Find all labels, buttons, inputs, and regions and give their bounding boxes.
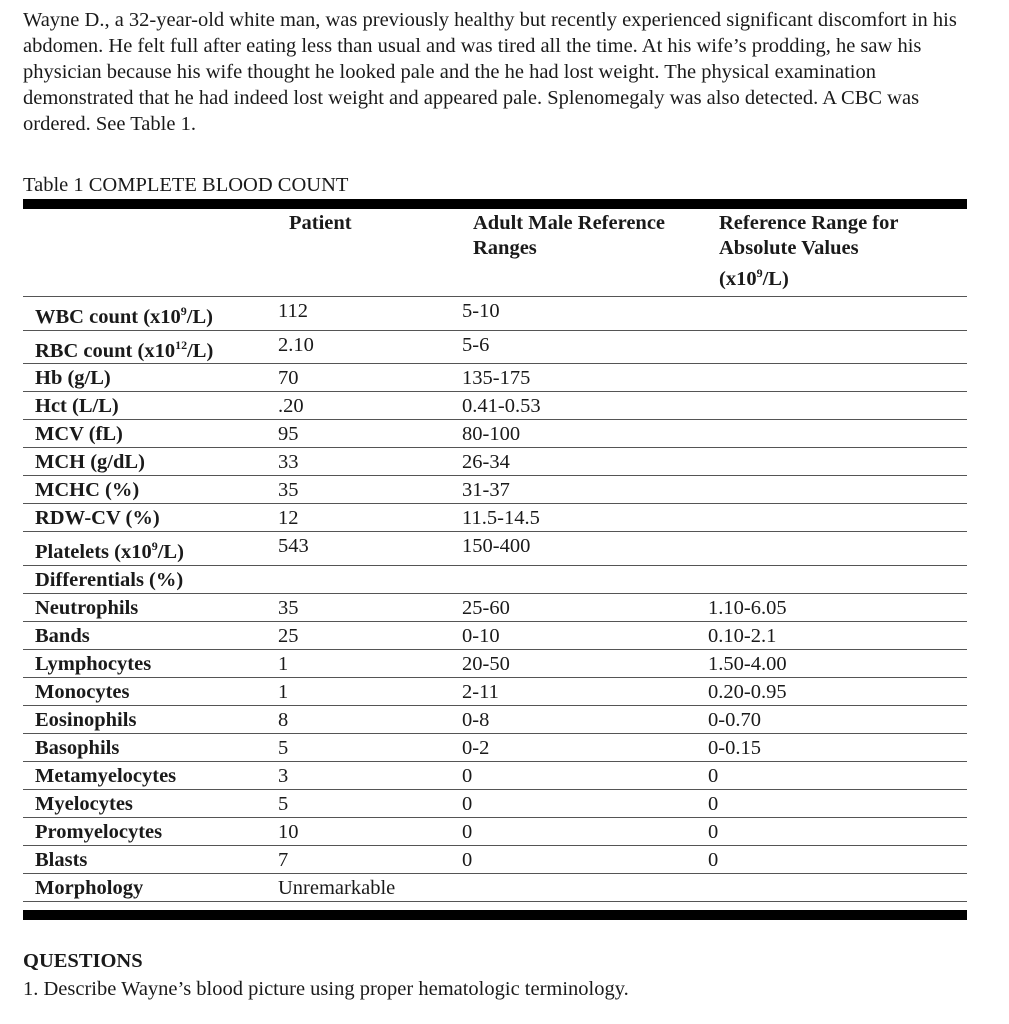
absolute-reference-value [706,532,967,566]
absolute-reference-value [706,330,967,364]
row-label: Myelocytes [23,790,276,818]
row-label: Hb (g/L) [23,364,276,392]
table-row [23,762,967,790]
table-caption: Table 1 COMPLETE BLOOD COUNT [23,174,349,196]
adult-reference-value: 150-400 [460,532,706,566]
patient-value: 35 [276,476,460,504]
table-row [23,874,967,902]
absolute-reference-value [706,504,967,532]
row-label: Monocytes [23,678,276,706]
adult-reference-value: 2-11 [460,678,706,706]
absolute-reference-value [706,296,967,330]
row-label: MCV (fL) [23,420,276,448]
patient-value: .20 [276,392,460,420]
table-row [23,846,967,874]
patient-value: 95 [276,420,460,448]
patient-value: 12 [276,504,460,532]
cbc-table-body [23,296,967,901]
row-label: Hct (L/L) [23,392,276,420]
row-label: Neutrophils [23,594,276,622]
absolute-reference-value [706,420,967,448]
absolute-reference-value [706,874,967,902]
adult-reference-value: 0-10 [460,622,706,650]
adult-reference-value: 26-34 [460,448,706,476]
table-row [23,650,967,678]
table-row [23,420,967,448]
table-row [23,476,967,504]
patient-value: 5 [276,790,460,818]
patient-value: 25 [276,622,460,650]
absolute-reference-value: 1.50-4.00 [706,650,967,678]
row-label: Lymphocytes [23,650,276,678]
patient-value: 35 [276,594,460,622]
row-label: Promyelocytes [23,818,276,846]
table-row [23,706,967,734]
case-description: Wayne D., a 32-year-old white man, was previously healthy but recently experienced significant discomfort in his abdomen. He felt full after eating less than usual and was tired all the time. At his wife’s prodding, he saw his physician because his wife thought he looked pale and the he had lost weight. The physical examination demonstrated that he had indeed lost weight and appeared pale. Splenomegaly was also detected. A CBC was ordered. See Table 1. [23,9,957,135]
row-label: MCHC (%) [23,476,276,504]
table-row [23,734,967,762]
row-label: Eosinophils [23,706,276,734]
row-label: Blasts [23,846,276,874]
patient-value [276,566,460,594]
row-label: Bands [23,622,276,650]
adult-reference-value: 0 [460,846,706,874]
patient-value: 5 [276,734,460,762]
absolute-reference-value [706,476,967,504]
patient-value: 2.10 [276,330,460,364]
row-label: RBC count $(x10^{12}/L)$ [23,330,276,364]
table-row [23,504,967,532]
row-label: RDW-CV (%) [23,504,276,532]
absolute-reference-value: 0 [706,762,967,790]
table-header-row [23,209,967,296]
row-label: Metamyelocytes [23,762,276,790]
patient-value: 7 [276,846,460,874]
adult-reference-value: 80-100 [460,420,706,448]
cbc-table [23,209,967,902]
row-label: Morphology [23,874,276,902]
patient-value: 3 [276,762,460,790]
absolute-reference-value: 0.20-0.95 [706,678,967,706]
table-row [23,296,967,330]
question-1: 1. Describe Wayne’s blood picture using proper hematologic terminology. [23,978,629,1000]
table-row [23,566,967,594]
patient-value: 112 [276,296,460,330]
row-label: MCH (g/dL) [23,448,276,476]
adult-reference-value: 0.41-0.53 [460,392,706,420]
adult-reference-value: 20-50 [460,650,706,678]
absolute-reference-value [706,448,967,476]
table-row [23,364,967,392]
adult-reference-value: 5-10 [460,296,706,330]
header-label [23,209,276,296]
table-bottom-rule [23,910,967,920]
table-row [23,330,967,364]
absolute-reference-value: 0 [706,818,967,846]
adult-reference-value: 0 [460,818,706,846]
patient-value: 1 [276,678,460,706]
adult-reference-value: 11.5-14.5 [460,504,706,532]
absolute-reference-value: 0-0.15 [706,734,967,762]
row-label: WBC count $(x10^9/L)$ [23,296,276,330]
absolute-reference-value [706,566,967,594]
patient-value: 8 [276,706,460,734]
absolute-reference-value: 0 [706,846,967,874]
row-label: Platelets $(x10^9/L)$ [23,532,276,566]
adult-reference-value: 0 [460,762,706,790]
patient-value: 1 [276,650,460,678]
header-patient: Patient [276,209,460,296]
adult-reference-value: 0 [460,790,706,818]
table-row [23,790,967,818]
patient-value: Unremarkable [276,874,460,902]
patient-value: 70 [276,364,460,392]
absolute-reference-value: 0.10-2.1 [706,622,967,650]
adult-reference-value: 135-175 [460,364,706,392]
row-label: Differentials (%) [23,566,276,594]
header-adult-reference: Adult Male Reference Ranges [460,209,706,296]
adult-reference-value: 0-8 [460,706,706,734]
absolute-reference-value: 0-0.70 [706,706,967,734]
table-row [23,594,967,622]
adult-reference-value [460,874,706,902]
patient-value: 33 [276,448,460,476]
patient-value: 543 [276,532,460,566]
table-top-rule [23,199,967,209]
table-row [23,622,967,650]
header-absolute-reference: Reference Range for Absolute Values $(x10^9/L)$ [706,209,967,296]
adult-reference-value: 5-6 [460,330,706,364]
adult-reference-value: 31-37 [460,476,706,504]
absolute-reference-value: 1.10-6.05 [706,594,967,622]
absolute-reference-value: 0 [706,790,967,818]
adult-reference-value: 25-60 [460,594,706,622]
questions-heading: QUESTIONS [23,950,143,972]
table-row [23,818,967,846]
table-row [23,532,967,566]
absolute-reference-value [706,392,967,420]
table-row [23,392,967,420]
row-label: Basophils [23,734,276,762]
adult-reference-value: 0-2 [460,734,706,762]
table-row [23,448,967,476]
table-row [23,678,967,706]
adult-reference-value [460,566,706,594]
patient-value: 10 [276,818,460,846]
absolute-reference-value [706,364,967,392]
